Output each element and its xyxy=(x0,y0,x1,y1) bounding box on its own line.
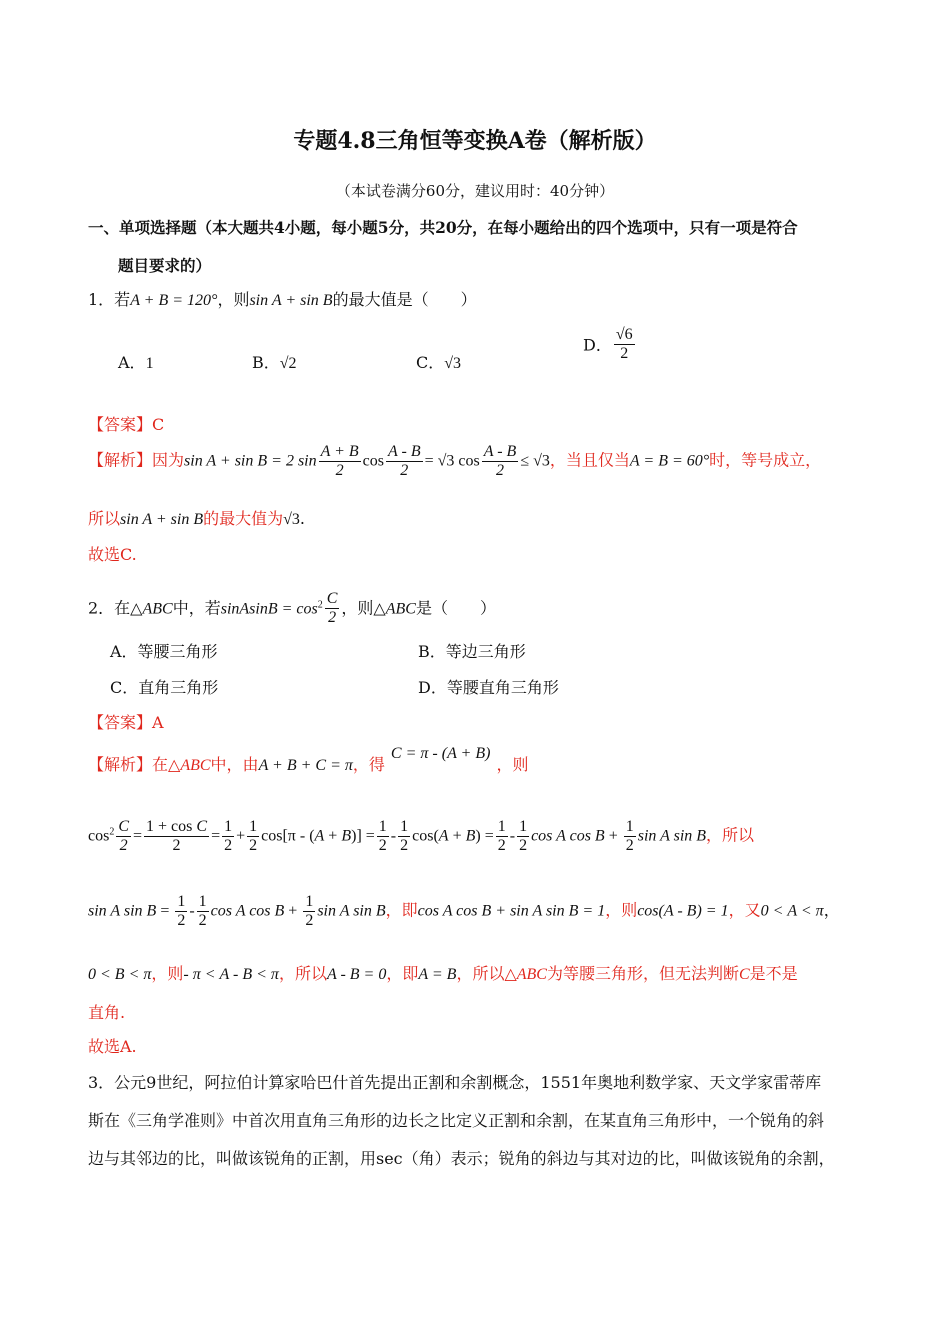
question-3-line3: 边与其邻边的比，叫做该锐角的正割，用sec（角）表示；锐角的斜边与其对边的比，叫做该锐角的余割， xyxy=(88,1149,835,1168)
q2-option-d: D．等腰直角三角形 xyxy=(418,678,559,697)
q2-option-b: B．等边三角形 xyxy=(418,642,526,661)
q2-analysis-line3: sin A sin B = $\frac{1}{2}$ - $\frac{1}{2}$ cos A cos B + $\frac{1}{2}$ sin A sin B，即cos A cos B + sin A sin B = 1，则cos(A - B) = 1，又0 < A < π， xyxy=(88,893,840,929)
q2-option-c: C．直角三角形 xyxy=(110,678,219,697)
q2-answer: 【答案】A xyxy=(88,713,164,732)
q2-conclusion: 故选A. xyxy=(88,1037,137,1056)
section-heading-cont: 题目要求的） xyxy=(118,256,212,275)
q1-option-b: B．√2 xyxy=(252,353,297,372)
question-3-line2: 斯在《三角学准则》中首次用直角三角形的边长之比定义正割和余割，在某直角三角形中，一个锐角的斜 xyxy=(88,1111,825,1130)
q2-analysis-line4: 0 < B < π，则- π < A - B < π，所以A - B = 0，即A = B，所以△ABC为等腰三角形，但无法判断C是不是 xyxy=(88,964,798,983)
question-1-stem: 1．若A + B = 120°，则sin A + sin B的最大值是（ ） xyxy=(88,290,477,309)
section-heading: 一、单项选择题（本大题共4小题，每小题5分，共20分，在每小题给出的四个选项中，只有一项是符合 xyxy=(88,218,798,237)
q1-option-c: C．√3 xyxy=(416,353,462,372)
page-title: 专题4.8三角恒等变换A卷（解析版） xyxy=(293,128,657,154)
q1-conclusion: 故选C. xyxy=(88,545,137,564)
question-3-line1: 3．公元9世纪，阿拉伯计算家哈巴什首先提出正割和余割概念，1551年奥地利数学家、天文学家雷蒂库 xyxy=(88,1073,822,1092)
q1-answer: 【答案】C xyxy=(88,415,165,434)
q1-option-a: A．1 xyxy=(118,353,154,372)
q1-analysis-line1: 【解析】因为sin A + sin B = 2 sin $\frac{A + B}{2}$ cos $\frac{A - B}{2}$ = √3 cos $\frac{A - B}{2}$ ≤ √3，当且仅当A = B = 60°时，等号成立， xyxy=(88,443,822,479)
q1-option-d: D． $\frac{√6}{2}$ xyxy=(583,326,633,362)
q2-analysis-line2: $\cos^2$ $\frac{C}{2}$ = $\frac{\text{1 + cos C}}{2}$ = $\frac{1}{2}$ + $\frac{1}{2}$ cos[π - (A + B)] = $\frac{1}{2}$ - $\frac{1}{2}$ cos(A + B) = $\frac{1}{2}$ - $\frac{1}{2}$ cos A cos B + $\frac{1}{2}$ sin A sin B，所以 xyxy=(88,818,755,854)
question-2-stem: 2．在△ABC中，若sinAsinB = $\cos^2$ $\frac{C}{2}$ ，则△ABC是（ ） xyxy=(88,590,496,626)
q2-analysis-line1: 【解析】在△ABC中，由A + B + C = π，得C = π - (A + B)，则 xyxy=(88,745,529,774)
q2-option-a: A．等腰三角形 xyxy=(110,642,218,661)
q1-analysis-line2: 所以sin A + sin B的最大值为√3. xyxy=(88,509,306,528)
q2-analysis-line5: 直角. xyxy=(88,1003,126,1022)
page-subtitle: （本试卷满分60分，建议用时：40分钟） xyxy=(335,182,615,200)
